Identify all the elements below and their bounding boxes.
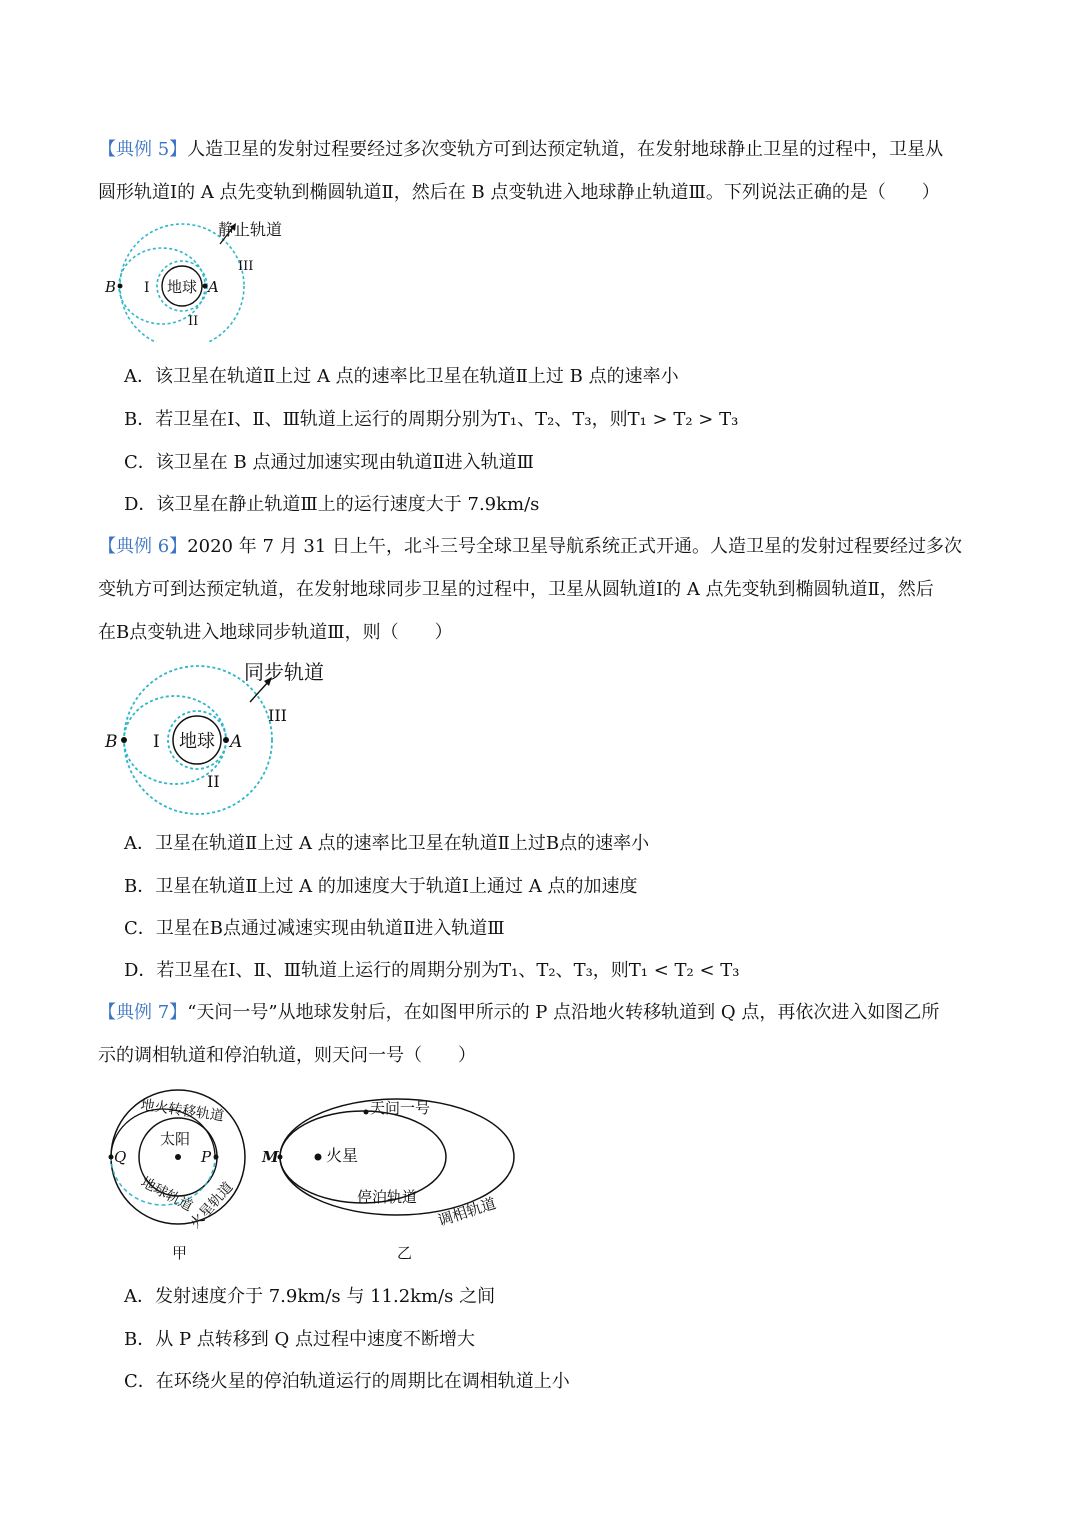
orbit-i-label: I [153,732,160,752]
point-b-label: B [105,732,118,752]
example5-line1 [98,137,943,163]
example6-option-b: B．卫星在轨道Ⅱ上过 A 的加速度大于轨道Ⅰ上通过 A 点的加速度 [124,876,638,897]
point-a-label: A [208,278,219,296]
example7-line2: 示的调相轨道和停泊轨道，则天问一号（ ） [98,1045,476,1066]
parking-orbit-label: 停泊轨道 [357,1188,418,1206]
point-p-label: P [201,1148,212,1166]
point-p-dot [214,1155,219,1160]
example6-option-d: D．若卫星在Ⅰ、Ⅱ、Ⅲ轨道上运行的周期分别为T₁、T₂、T₃，则T₁ < T₂ < T₃ [124,960,740,981]
orbit-iii-label: III [238,259,254,274]
example5-option-a: A．该卫星在轨道Ⅱ上过 A 点的速率比卫星在轨道Ⅱ上过 B 点的速率小 [124,366,679,387]
example5-figure [100,212,300,342]
example7-line1 [98,1000,939,1026]
example6-tag: 【典例 6】 [98,536,188,557]
probe-label: 天问一号 [370,1099,431,1117]
example5-text1: 人造卫星的发射过程要经过多次变轨方可到达预定轨道，在发射地球静止卫星的过程中，卫星从 [187,139,944,160]
probe-dot [364,1110,369,1115]
point-m-label: M [262,1148,279,1166]
sun-label: 太阳 [160,1130,191,1148]
point-b-dot [121,737,127,743]
example7-option-b: B．从 P 点转移到 Q 点过程中速度不断增大 [124,1329,475,1350]
figure-jia [100,1085,270,1270]
example5-option-b: B．若卫星在Ⅰ、Ⅱ、Ⅲ轨道上运行的周期分别为T₁、T₂、T₃，则T₁ > T₂ > T₃ [124,409,739,430]
example5-tag: 【典例 5】 [98,139,188,160]
example6-line1 [98,534,962,560]
figure-yi-caption: 乙 [397,1244,413,1262]
example6-figure [100,655,340,815]
phasing-orbit-label: 调相轨道 [435,1194,499,1230]
example5-option-c: C．该卫星在 B 点通过加速实现由轨道Ⅱ进入轨道Ⅲ [124,452,535,473]
point-b-label: B [105,278,117,296]
figure-yi [260,1085,530,1270]
example6-option-a: A．卫星在轨道Ⅱ上过 A 点的速率比卫星在轨道Ⅱ上过B点的速率小 [124,833,650,854]
figure-jia-caption: 甲 [172,1244,188,1262]
geo-orbit-label: 同步轨道 [244,660,324,684]
example6-option-c: C．卫星在B点通过减速实现由轨道Ⅱ进入轨道Ⅲ [124,918,505,939]
point-q-dot [109,1155,114,1160]
orbit-iii-label: III [268,706,287,725]
sun-dot [175,1154,181,1160]
example5-option-d: D．该卫星在静止轨道Ⅲ上的运行速度大于 7.9km/s [124,494,540,515]
example6-text1: 2020 年 7 月 31 日上午，北斗三号全球卫星导航系统正式开通。人造卫星的发射过程要经过多次 [187,536,962,557]
example7-option-c: C．在环绕火星的停泊轨道运行的周期比在调相轨道上小 [124,1371,570,1392]
static-orbit-label: 静止轨道 [218,220,283,239]
point-a-dot [203,284,208,289]
point-b-dot [118,284,123,289]
earth-label: 地球 [166,278,198,296]
point-q-label: Q [114,1148,127,1166]
point-a-dot [223,737,229,743]
example6-line2: 变轨方可到达预定轨道，在发射地球同步卫星的过程中，卫星从圆轨道Ⅰ的 A 点先变轨到椭圆轨道Ⅱ，然后 [98,579,934,600]
example7-tag: 【典例 7】 [98,1002,188,1023]
mars-orbit-label: 火星轨道 [187,1179,237,1232]
mars-dot [315,1154,322,1161]
earth-label: 地球 [179,731,215,752]
mars-label: 火星 [326,1146,359,1165]
example7-text1: “天问一号”从地球发射后，在如图甲所示的 P 点沿地火转移轨道到 Q 点，再依次进入如图乙所 [187,1002,940,1023]
example7-option-a: A．发射速度介于 7.9km/s 与 11.2km/s 之间 [124,1286,496,1307]
point-a-label: A [230,732,243,752]
transfer-orbit-label: 地火转移轨道 [139,1097,225,1125]
orbit-ii-label: II [207,772,220,791]
orbit-ii-label: II [188,314,199,329]
earth-orbit-label: 地球轨道 [138,1174,196,1215]
example5-line2: 圆形轨道Ⅰ的 A 点先变轨到椭圆轨道Ⅱ，然后在 B 点变轨进入地球静止轨道Ⅲ。下列说法正确的是（ ） [98,182,940,203]
example6-line3: 在B点变轨进入地球同步轨道Ⅲ，则（ ） [98,622,453,643]
orbit-i-label: I [144,280,150,296]
